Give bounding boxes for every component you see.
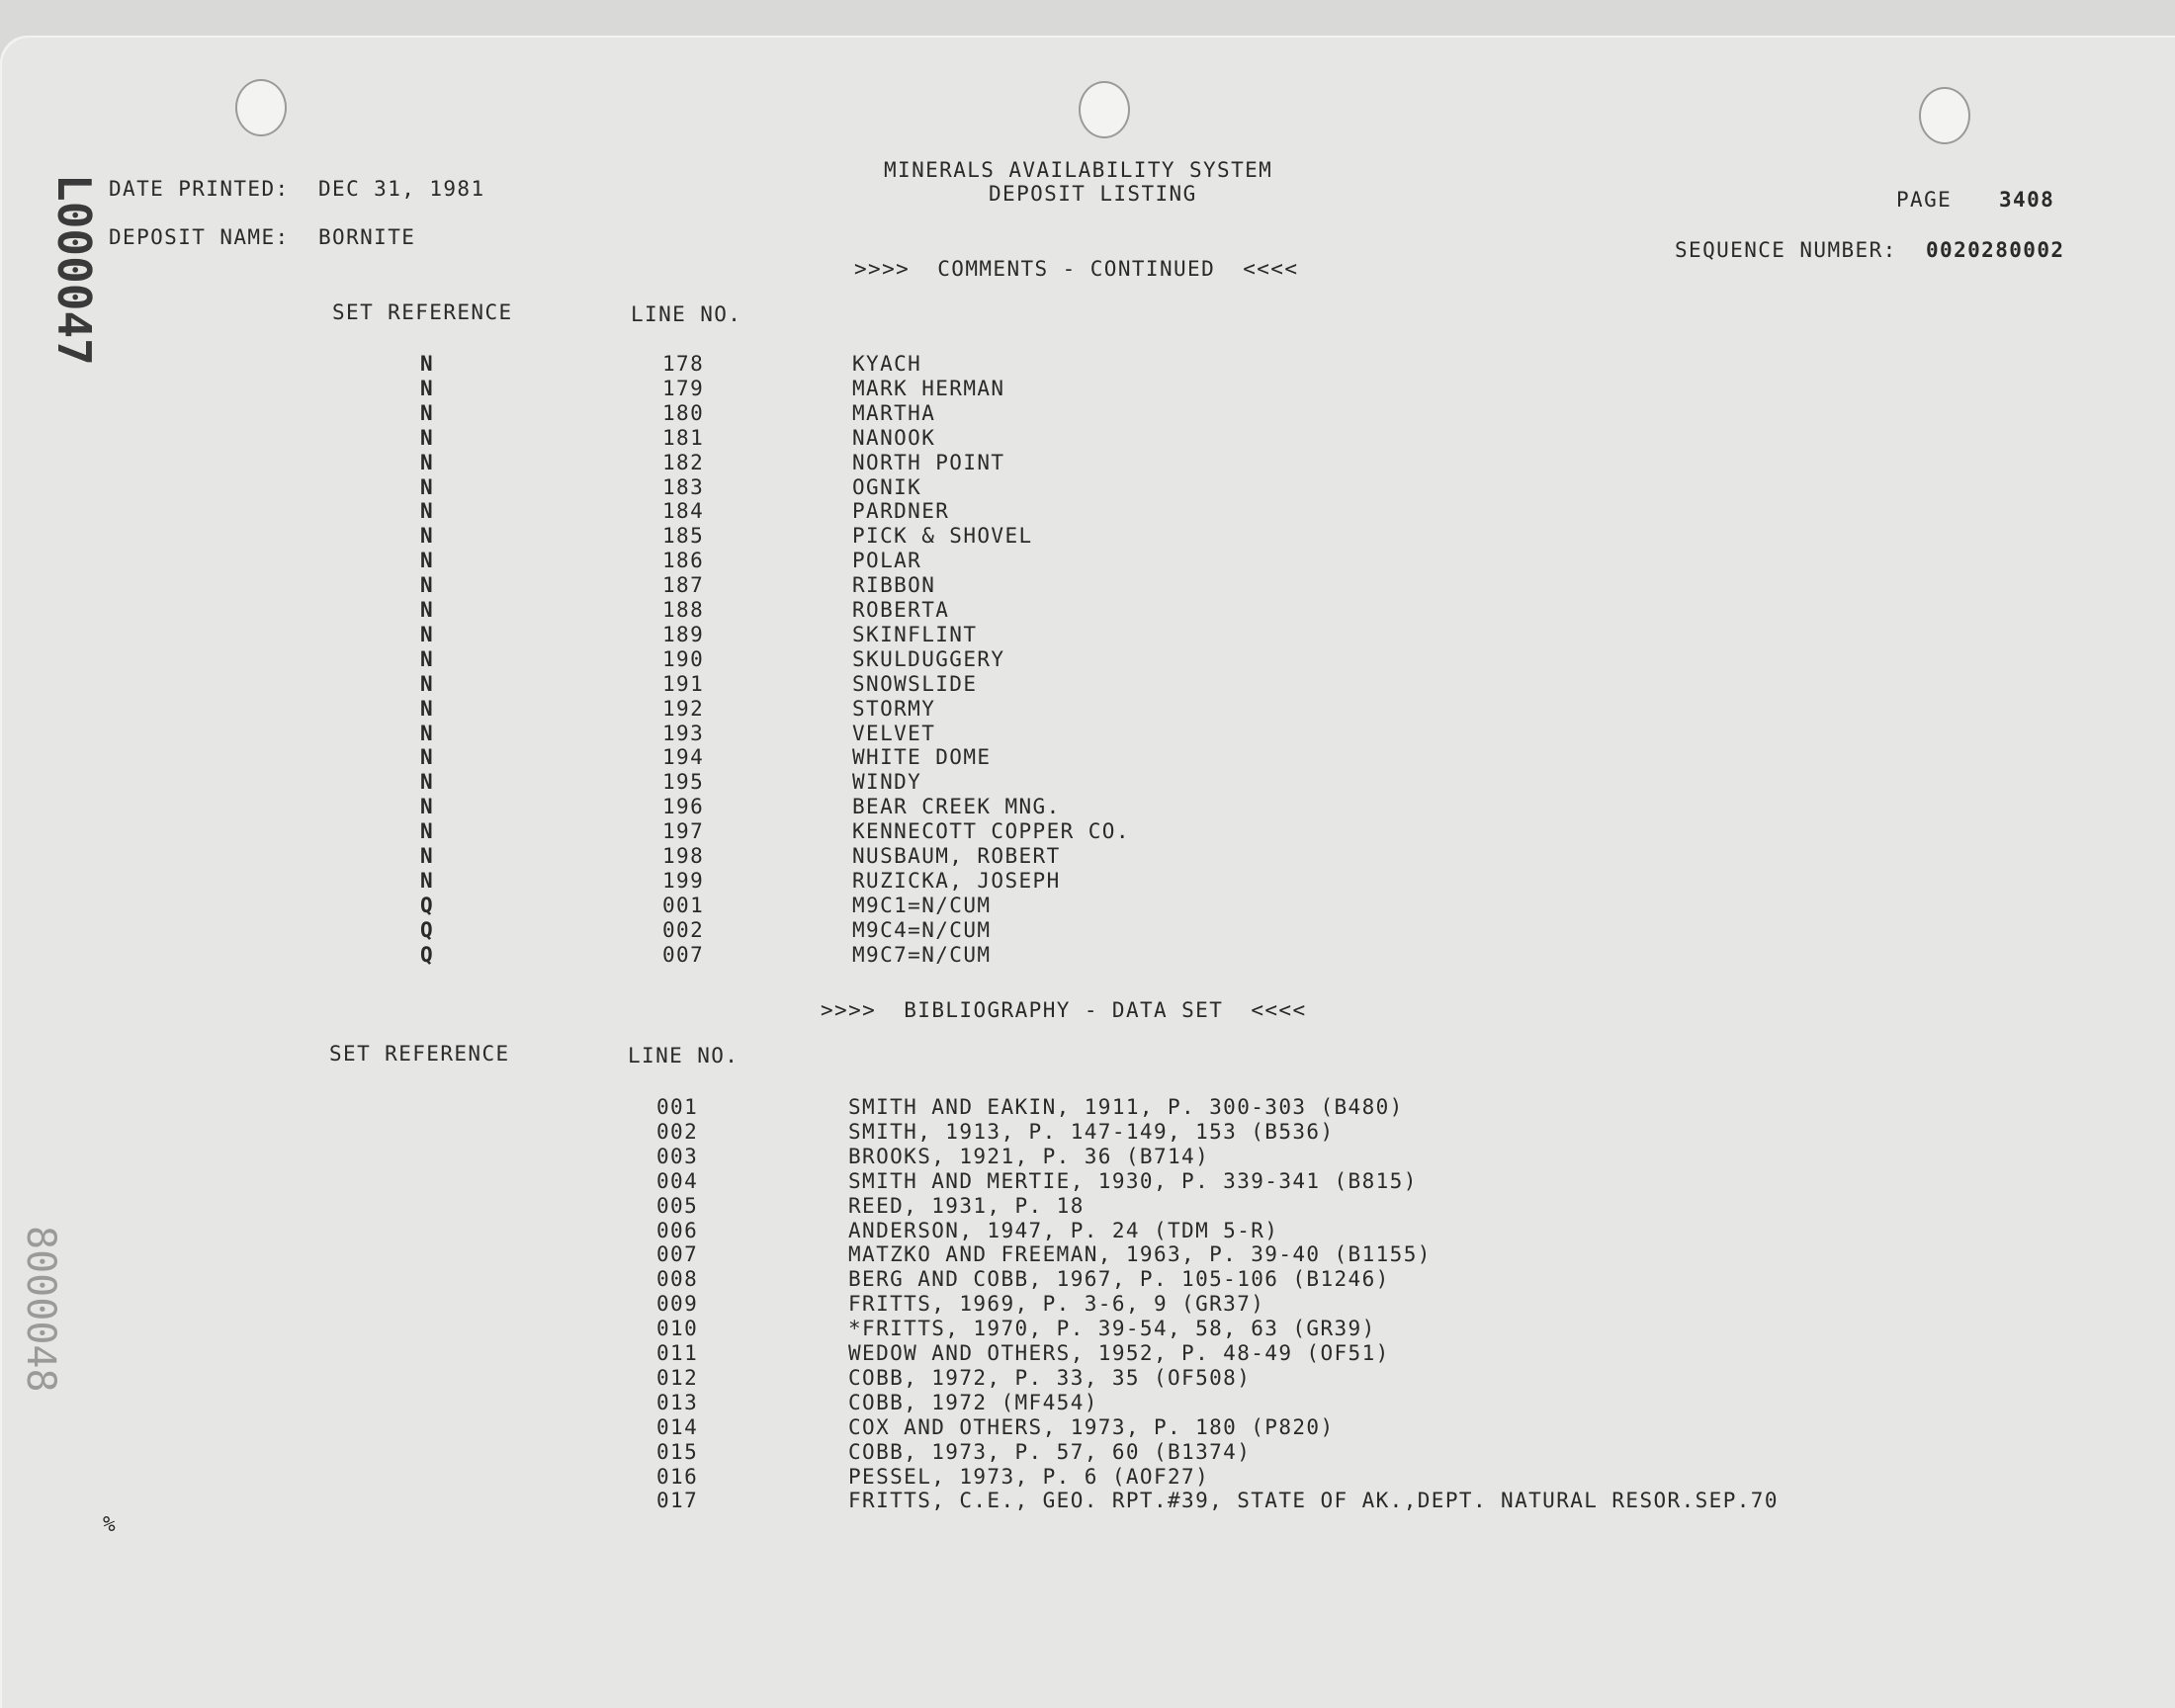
line-number-cell: 192 [662, 696, 705, 721]
date-printed-label: DATE PRINTED: [109, 177, 290, 201]
entry-text-cell: M9C4=N/CUM [852, 917, 992, 942]
comments-col-set-reference: SET REFERENCE [332, 300, 513, 324]
line-number-cell: 195 [662, 770, 705, 795]
line-number-cell: 005 [656, 1193, 699, 1218]
line-number-cell: 182 [662, 450, 705, 474]
line-number-cell: 007 [656, 1242, 699, 1267]
set-reference-cell: N [420, 450, 435, 474]
line-number-cell: 008 [656, 1267, 699, 1292]
entry-text-cell: FRITTS, 1969, P. 3-6, 9 (GR37) [848, 1292, 1265, 1317]
comments-section-title: >>>> COMMENTS - CONTINUED <<<< [854, 257, 1299, 281]
set-reference-cell: N [420, 598, 435, 622]
line-number-cell: 009 [656, 1292, 699, 1317]
deposit-name-label: DEPOSIT NAME: [109, 225, 290, 249]
line-number-cell: 184 [662, 499, 705, 524]
set-reference-cell: N [420, 352, 435, 376]
page-value: 3408 [1999, 188, 2055, 212]
line-number-cell: 178 [662, 352, 705, 376]
page-label: PAGE [1896, 188, 1953, 212]
line-number-cell: 187 [662, 573, 705, 598]
line-number-cell: 186 [662, 549, 705, 573]
line-number-cell: 180 [662, 400, 705, 425]
frame-number-stamp: L000047 [47, 174, 101, 366]
entry-text-cell: NUSBAUM, ROBERT [852, 844, 1061, 868]
set-reference-cell: N [420, 770, 435, 795]
line-number-cell: 193 [662, 721, 705, 745]
entry-text-cell: WINDY [852, 770, 922, 795]
entry-text-cell: SNOWSLIDE [852, 671, 978, 696]
entry-text-cell: PICK & SHOVEL [852, 524, 1033, 549]
entry-text-cell: *FRITTS, 1970, P. 39-54, 58, 63 (GR39) [848, 1317, 1376, 1341]
entry-text-cell: STORMY [852, 696, 936, 721]
percent-mark: % [103, 1512, 118, 1536]
line-number-cell: 001 [656, 1095, 699, 1119]
set-reference-cell: N [420, 721, 435, 745]
entry-text-cell: ROBERTA [852, 598, 950, 622]
entry-text-cell: KENNECOTT COPPER CO. [852, 819, 1130, 844]
entry-text-cell: M9C1=N/CUM [852, 893, 992, 917]
set-reference-cell: N [420, 499, 435, 524]
entry-text-cell: SKULDUGGERY [852, 646, 1005, 671]
line-number-cell: 013 [656, 1390, 699, 1414]
set-reference-cell: N [420, 549, 435, 573]
set-reference-cell: Q [420, 917, 435, 942]
line-number-cell: 181 [662, 425, 705, 450]
line-number-cell: 185 [662, 524, 705, 549]
set-reference-cell: N [420, 400, 435, 425]
set-reference-cell: Q [420, 893, 435, 917]
line-number-cell: 190 [662, 646, 705, 671]
line-number-cell: 010 [656, 1317, 699, 1341]
date-printed-value: DEC 31, 1981 [318, 177, 485, 201]
line-number-cell: 196 [662, 795, 705, 819]
line-number-cell: 014 [656, 1414, 699, 1439]
set-reference-cell: N [420, 622, 435, 646]
entry-text-cell: COBB, 1973, P. 57, 60 (B1374) [848, 1439, 1252, 1464]
set-reference-cell: N [420, 868, 435, 893]
entry-text-cell: NORTH POINT [852, 450, 1005, 474]
comments-col-line-no: LINE NO. [631, 302, 742, 326]
entry-text-cell: SMITH, 1913, P. 147-149, 153 (B536) [848, 1119, 1335, 1144]
entry-text-cell: SKINFLINT [852, 622, 978, 646]
binder-hole-left [235, 79, 287, 136]
sequence-number-value: 0020280002 [1926, 238, 2065, 262]
bibliography-section-title: >>>> BIBLIOGRAPHY - DATA SET <<<< [821, 998, 1307, 1022]
entry-text-cell: REED, 1931, P. 18 [848, 1193, 1085, 1218]
line-number-cell: 007 [662, 942, 705, 967]
set-reference-cell: N [420, 573, 435, 598]
report-title-line1: MINERALS AVAILABILITY SYSTEM [884, 158, 1273, 182]
line-number-cell: 189 [662, 622, 705, 646]
entry-text-cell: COX AND OTHERS, 1973, P. 180 (P820) [848, 1414, 1335, 1439]
entry-text-cell: PESSEL, 1973, P. 6 (AOF27) [848, 1464, 1210, 1489]
entry-text-cell: BROOKS, 1921, P. 36 (B714) [848, 1144, 1210, 1168]
set-reference-cell: N [420, 844, 435, 868]
set-reference-cell: N [420, 745, 435, 770]
binder-hole-right [1919, 87, 1970, 144]
set-reference-cell: N [420, 646, 435, 671]
entry-text-cell: WEDOW AND OTHERS, 1952, P. 48-49 (OF51) [848, 1341, 1390, 1365]
set-reference-cell: N [420, 524, 435, 549]
line-number-cell: 199 [662, 868, 705, 893]
line-number-cell: 183 [662, 474, 705, 499]
set-reference-cell: N [420, 795, 435, 819]
entry-text-cell: WHITE DOME [852, 745, 992, 770]
entry-text-cell: POLAR [852, 549, 922, 573]
set-reference-cell: N [420, 474, 435, 499]
set-reference-cell: N [420, 671, 435, 696]
set-reference-cell: N [420, 376, 435, 400]
line-number-cell: 017 [656, 1489, 699, 1513]
entry-text-cell: KYACH [852, 352, 922, 376]
line-number-cell: 197 [662, 819, 705, 844]
report-title-line2: DEPOSIT LISTING [989, 182, 1197, 206]
sequence-number-label: SEQUENCE NUMBER: [1675, 238, 1897, 262]
line-number-cell: 016 [656, 1464, 699, 1489]
set-reference-cell: Q [420, 942, 435, 967]
line-number-cell: 003 [656, 1144, 699, 1168]
entry-text-cell: COBB, 1972 (MF454) [848, 1390, 1098, 1414]
entry-text-cell: MARTHA [852, 400, 936, 425]
line-number-cell: 179 [662, 376, 705, 400]
entry-text-cell: BERG AND COBB, 1967, P. 105-106 (B1246) [848, 1267, 1390, 1292]
entry-text-cell: M9C7=N/CUM [852, 942, 992, 967]
bibliography-col-line-no: LINE NO. [628, 1044, 740, 1068]
entry-text-cell: OGNIK [852, 474, 922, 499]
frame-number-stamp-faint: 8000048 [18, 1226, 63, 1393]
entry-text-cell: NANOOK [852, 425, 936, 450]
set-reference-cell: N [420, 696, 435, 721]
entry-text-cell: SMITH AND EAKIN, 1911, P. 300-303 (B480) [848, 1095, 1404, 1119]
line-number-cell: 002 [662, 917, 705, 942]
entry-text-cell: RIBBON [852, 573, 936, 598]
set-reference-cell: N [420, 425, 435, 450]
entry-text-cell: ANDERSON, 1947, P. 24 (TDM 5-R) [848, 1218, 1279, 1242]
entry-text-cell: VELVET [852, 721, 936, 745]
line-number-cell: 011 [656, 1341, 699, 1365]
line-number-cell: 002 [656, 1119, 699, 1144]
entry-text-cell: SMITH AND MERTIE, 1930, P. 339-341 (B815) [848, 1168, 1418, 1193]
line-number-cell: 006 [656, 1218, 699, 1242]
entry-text-cell: FRITTS, C.E., GEO. RPT.#39, STATE OF AK.,DEPT. NATURAL RESOR.SEP.70 [848, 1489, 1779, 1513]
entry-text-cell: MARK HERMAN [852, 376, 1005, 400]
entry-text-cell: RUZICKA, JOSEPH [852, 868, 1061, 893]
line-number-cell: 012 [656, 1365, 699, 1390]
line-number-cell: 194 [662, 745, 705, 770]
line-number-cell: 004 [656, 1168, 699, 1193]
line-number-cell: 001 [662, 893, 705, 917]
entry-text-cell: COBB, 1972, P. 33, 35 (OF508) [848, 1365, 1252, 1390]
binder-hole-center [1079, 81, 1130, 138]
deposit-name-value: BORNITE [318, 225, 416, 249]
bibliography-col-set-reference: SET REFERENCE [329, 1042, 510, 1066]
line-number-cell: 015 [656, 1439, 699, 1464]
set-reference-cell: N [420, 819, 435, 844]
entry-text-cell: PARDNER [852, 499, 950, 524]
entry-text-cell: MATZKO AND FREEMAN, 1963, P. 39-40 (B1155) [848, 1242, 1432, 1267]
line-number-cell: 191 [662, 671, 705, 696]
line-number-cell: 198 [662, 844, 705, 868]
entry-text-cell: BEAR CREEK MNG. [852, 795, 1061, 819]
line-number-cell: 188 [662, 598, 705, 622]
